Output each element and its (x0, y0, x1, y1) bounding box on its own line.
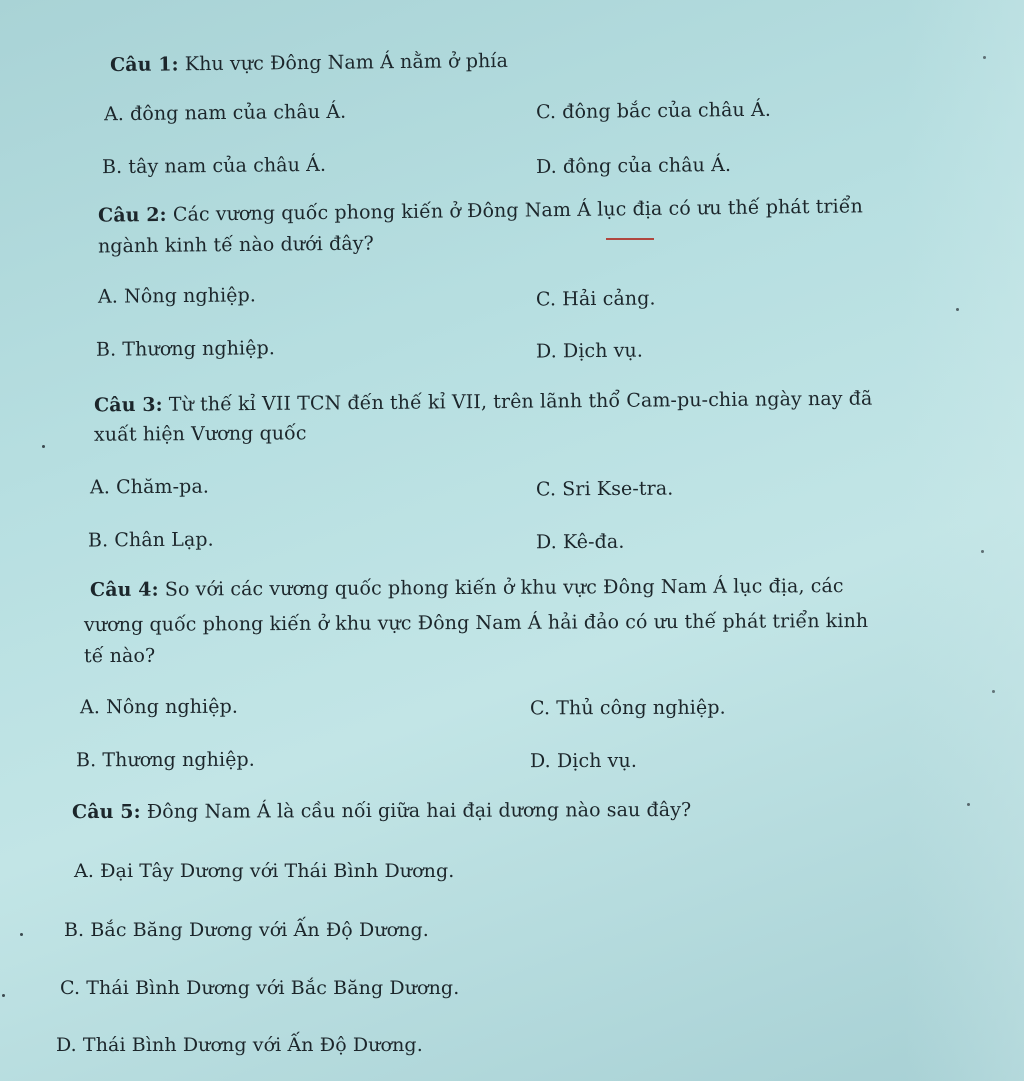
paper-speck (983, 56, 986, 59)
lighting-gradient (904, 0, 1024, 1081)
paper-speck (42, 445, 45, 448)
question-4-label: Câu 4: (89, 578, 159, 601)
question-3-line-1 (94, 388, 873, 417)
q1-option-d: D. đông của châu Á. (535, 153, 732, 179)
question-1-text: Khu vực Đông Nam Á nằm ở phía (184, 49, 509, 76)
question-3-line-2: xuất hiện Vương quốc (93, 422, 307, 446)
q2-option-d: D. Dịch vụ. (535, 339, 644, 363)
q2-option-b: B. Thương nghiệp. (95, 337, 276, 361)
question-5 (72, 799, 691, 823)
q5-option-b: B. Bắc Băng Dương với Ấn Độ Dương. (64, 919, 429, 941)
question-4-line-1 (90, 575, 844, 601)
q1-option-c: C. đông bắc của châu Á. (535, 98, 772, 124)
q2-option-a: A. Nông nghiệp. (97, 284, 257, 308)
paper-speck (20, 933, 23, 936)
q4-option-a: A. Nông nghiệp. (79, 695, 239, 719)
question-2-text-1: Các vương quốc phong kiến ở Đông Nam Á lục địa có ưu thế phát triển (172, 195, 864, 226)
question-4-line-2: vương quốc phong kiến ở khu vực Đông Nam Á hải đảo có ưu thế phát triển kinh (83, 609, 869, 637)
paper-speck (956, 308, 959, 311)
question-4-line-3: tế nào? (83, 644, 156, 668)
q5-option-d: D. Thái Bình Dương với Ấn Độ Dương. (56, 1034, 423, 1056)
question-2-line-2: ngành kinh tế nào dưới đây? (97, 232, 374, 258)
question-1 (110, 50, 508, 76)
paper-speck (967, 803, 970, 806)
question-2-label: Câu 2: (97, 203, 167, 227)
q3-option-a: A. Chăm-pa. (89, 475, 210, 499)
q1-option-a: A. đông nam của châu Á. (103, 100, 347, 126)
question-5-label: Câu 5: (71, 800, 141, 824)
question-2-line-1 (98, 195, 863, 226)
question-5-text: Đông Nam Á là cầu nối giữa hai đại dương nào sau đây? (146, 798, 692, 823)
paper-speck (992, 690, 995, 693)
paper-speck (981, 550, 984, 553)
q5-option-a: A. Đại Tây Dương với Thái Bình Dương. (74, 860, 455, 882)
q3-option-b: B. Chân Lạp. (87, 528, 214, 552)
question-3-label: Câu 3: (93, 393, 163, 417)
question-3-text-1: Từ thế kỉ VII TCN đến thế kỉ VII, trên lãnh thổ Cam-pu-chia ngày nay đã (168, 387, 873, 416)
q5-option-c: C. Thái Bình Dương với Bắc Băng Dương. (60, 977, 460, 999)
red-underline-mark (606, 238, 654, 240)
q3-option-c: C. Sri Kse-tra. (535, 477, 674, 501)
question-4-text-1: So với các vương quốc phong kiến ở khu vực Đông Nam Á lục địa, các (164, 575, 844, 601)
q4-option-b: B. Thương nghiệp. (75, 748, 255, 772)
question-1-label: Câu 1: (109, 53, 179, 77)
q4-option-c: C. Thủ công nghiệp. (529, 696, 726, 720)
q2-option-c: C. Hải cảng. (535, 287, 656, 311)
q4-option-d: D. Dịch vụ. (529, 749, 638, 773)
q1-option-b: B. tây nam của châu Á. (101, 153, 327, 179)
paper-speck (2, 994, 5, 997)
q3-option-d: D. Kê-đa. (535, 530, 625, 554)
